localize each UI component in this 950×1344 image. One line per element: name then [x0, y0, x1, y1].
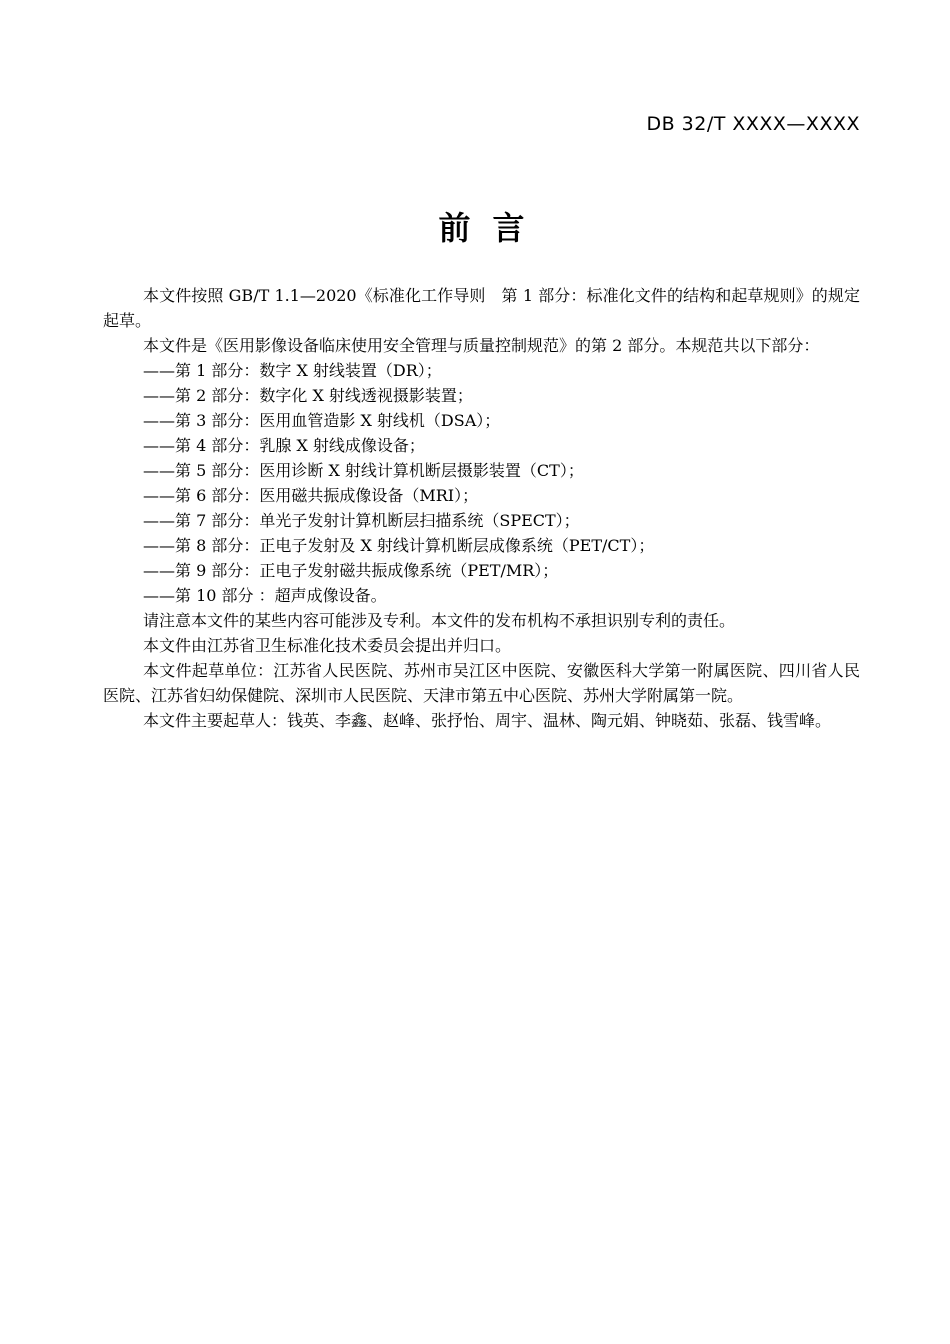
part-list-item-8: ——第 8 部分：正电子发射及 X 射线计算机断层成像系统（PET/CT）； — [143, 536, 655, 555]
part-list-item-4: ——第 4 部分：乳腺 X 射线成像设备； — [143, 436, 425, 455]
foreword-title — [103, 203, 860, 249]
foreword-title-char-2: 言 — [492, 209, 525, 247]
paragraph-series-intro: 本文件是《医用影像设备临床使用安全管理与质量控制规范》的第 2 部分。本规范共以下部分： — [143, 336, 820, 355]
part-list-item-9: ——第 9 部分：正电子发射磁共振成像系统（PET/MR）； — [143, 561, 559, 580]
standard-number: DB 32/T XXXX—XXXX — [646, 113, 860, 135]
paragraph-drafters: 本文件主要起草人：钱英、李鑫、赵峰、张抒怡、周宇、温林、陶元娟、钟晓茹、张磊、钱雪峰。 — [143, 711, 832, 730]
part-list-item-1: ——第 1 部分：数字 X 射线装置（DR）； — [143, 361, 442, 380]
paragraph-patent-notice: 请注意本文件的某些内容可能涉及专利。本文件的发布机构不承担识别专利的责任。 — [143, 611, 736, 630]
paragraph-proposer: 本文件由江苏省卫生标准化技术委员会提出并归口。 — [143, 636, 512, 655]
foreword-title-char-1: 前 — [438, 209, 471, 247]
part-list-item-5: ——第 5 部分：医用诊断 X 射线计算机断层摄影装置（CT）； — [143, 461, 584, 480]
part-list-item-7: ——第 7 部分：单光子发射计算机断层扫描系统（SPECT）； — [143, 511, 580, 530]
paragraph-drafting-basis: 本文件按照 GB/T 1.1—2020《标准化工作导则 第 1 部分：标准化文件的结构和起草规则》的规定起草。 — [103, 286, 860, 330]
foreword-body — [103, 283, 860, 733]
part-list-item-10: ——第 10 部分 ：超声成像设备。 — [143, 586, 387, 605]
paragraph-drafting-units: 本文件起草单位：江苏省人民医院、苏州市吴江区中医院、安徽医科大学第一附属医院、四川省人民医院、江苏省妇幼保健院、深圳市人民医院、天津市第五中心医院、苏州大学附属第一院。 — [103, 661, 860, 705]
part-list-item-6: ——第 6 部分：医用磁共振成像设备（MRI）； — [143, 486, 479, 505]
part-list-item-2: ——第 2 部分：数字化 X 射线透视摄影装置； — [143, 386, 473, 405]
document-header — [103, 113, 860, 135]
part-list-item-3: ——第 3 部分：医用血管造影 X 射线机（DSA）； — [143, 411, 501, 430]
